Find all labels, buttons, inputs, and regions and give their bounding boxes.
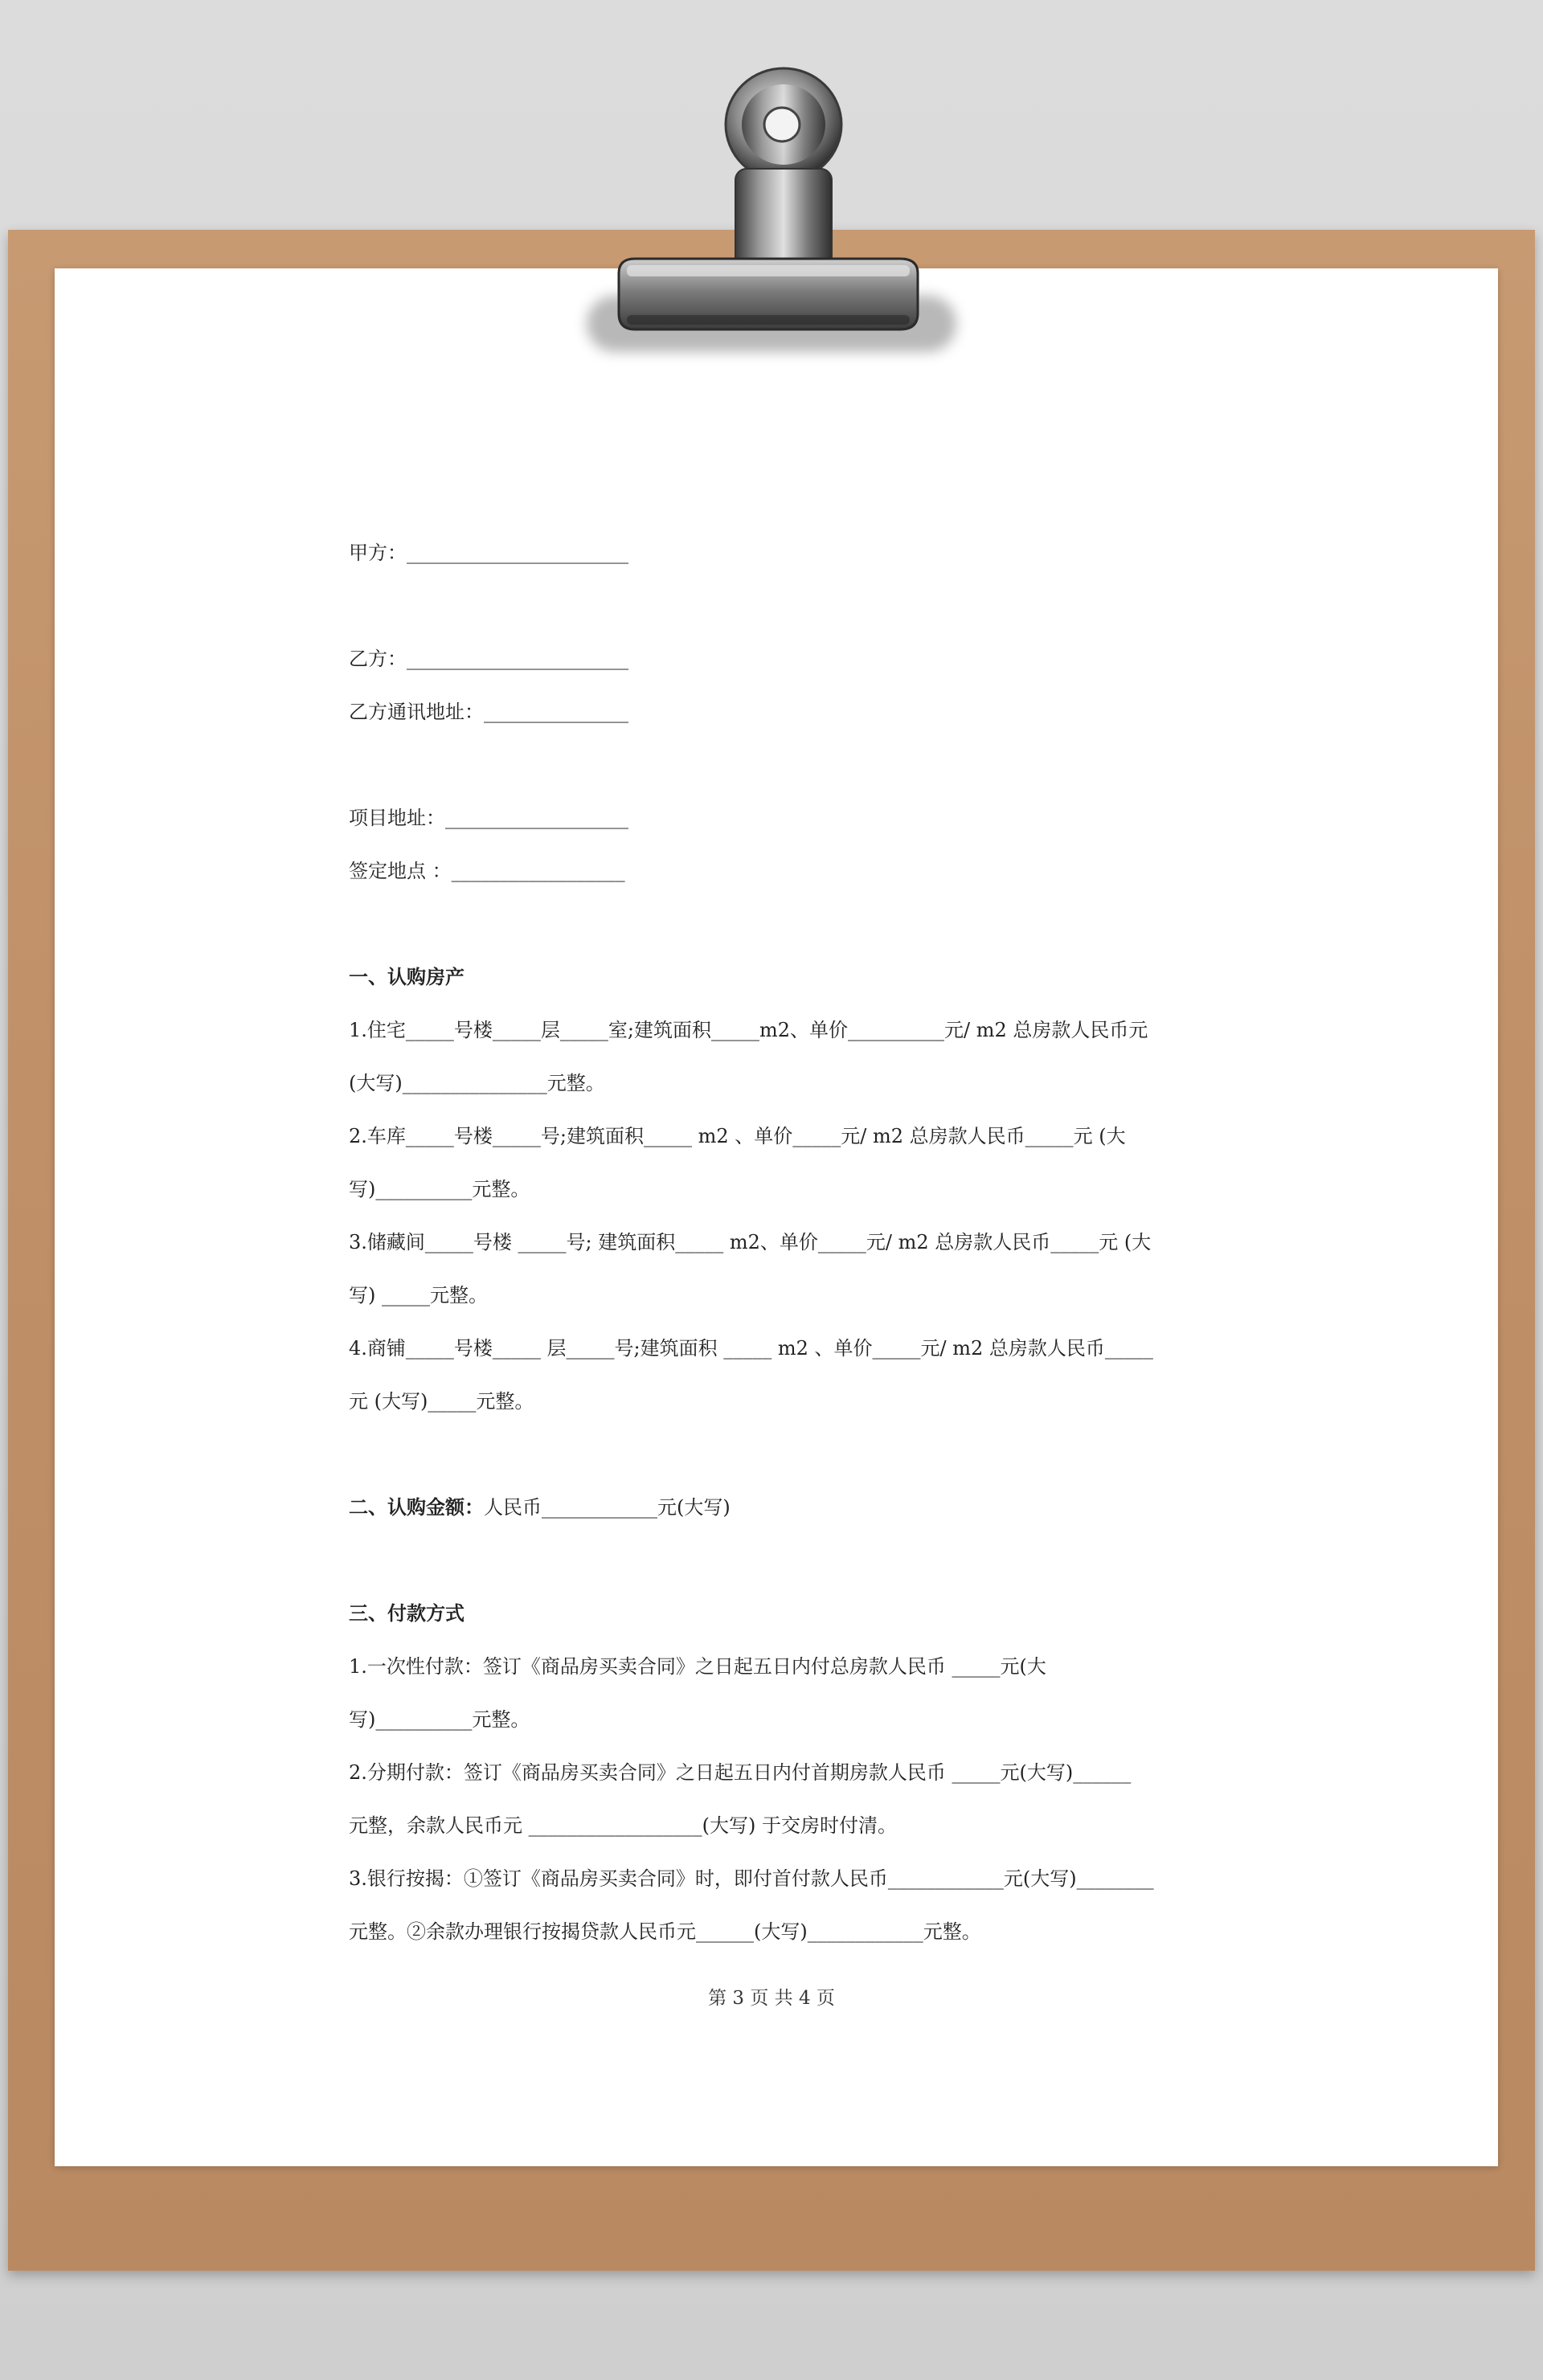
section1-line-4: 写)__________元整。 [349, 1178, 530, 1200]
binder-clip-icon [579, 48, 948, 354]
section3-title: 三、付款方式 [349, 1601, 465, 1625]
party-a-line: 甲方：_______________________ [349, 542, 628, 564]
section3-line-2: 写)__________元整。 [349, 1708, 530, 1731]
section1-line-3: 2.车库_____号楼_____号;建筑面积_____ m2 、单价_____元/ m2 总房款人民币_____元 (大 [349, 1125, 1126, 1147]
section1-line-1: 1.住宅_____号楼_____层_____室;建筑面积_____m2、单价__________元/ m2 总房款人民币元 [349, 1019, 1148, 1041]
section1-line-8: 元 (大写)_____元整。 [349, 1390, 534, 1413]
contract-body [349, 526, 1193, 1958]
section2-text: 人民币____________元(大写) [484, 1496, 731, 1519]
section3-line-5: 3.银行按揭：①签订《商品房买卖合同》时，即付首付款人民币____________元(大写)________ [349, 1867, 1154, 1890]
signing-place-line: 签定地点 ：__________________ [349, 860, 625, 882]
section2-line [349, 1481, 1193, 1534]
section1-line-5: 3.储藏间_____号楼 _____号; 建筑面积_____ m2、单价_____元/ m2 总房款人民币_____元 (大 [349, 1231, 1152, 1253]
section1-title: 一、认购房产 [349, 965, 465, 988]
project-address-line: 项目地址：___________________ [349, 807, 628, 829]
party-b-line: 乙方：_______________________ [349, 648, 628, 670]
section1-line-2: (大写)_______________元整。 [349, 1072, 605, 1094]
section3-line-3: 2.分期付款：签订《商品房买卖合同》之日起五日内付首期房款人民币 _____元(大写)______ [349, 1761, 1132, 1784]
section2-title: 二、认购金额： [349, 1495, 484, 1519]
party-b-address-line: 乙方通讯地址：_______________ [349, 701, 628, 723]
section1-line-7: 4.商铺_____号楼_____ 层_____号;建筑面积 _____ m2 、单价_____元/ m2 总房款人民币_____ [349, 1337, 1153, 1360]
section3-line-1: 1.一次性付款：签订《商品房买卖合同》之日起五日内付总房款人民币 _____元(大 [349, 1655, 1046, 1678]
page-number: 第 3 页 共 4 页 [708, 1988, 835, 2009]
section3-line-6: 元整。②余款办理银行按揭贷款人民币元______(大写)____________元整。 [349, 1920, 981, 1943]
section3-line-4: 元整，余款人民币元 __________________(大写) 于交房时付清。 [349, 1814, 897, 1837]
section1-line-6: 写) _____元整。 [349, 1284, 488, 1307]
